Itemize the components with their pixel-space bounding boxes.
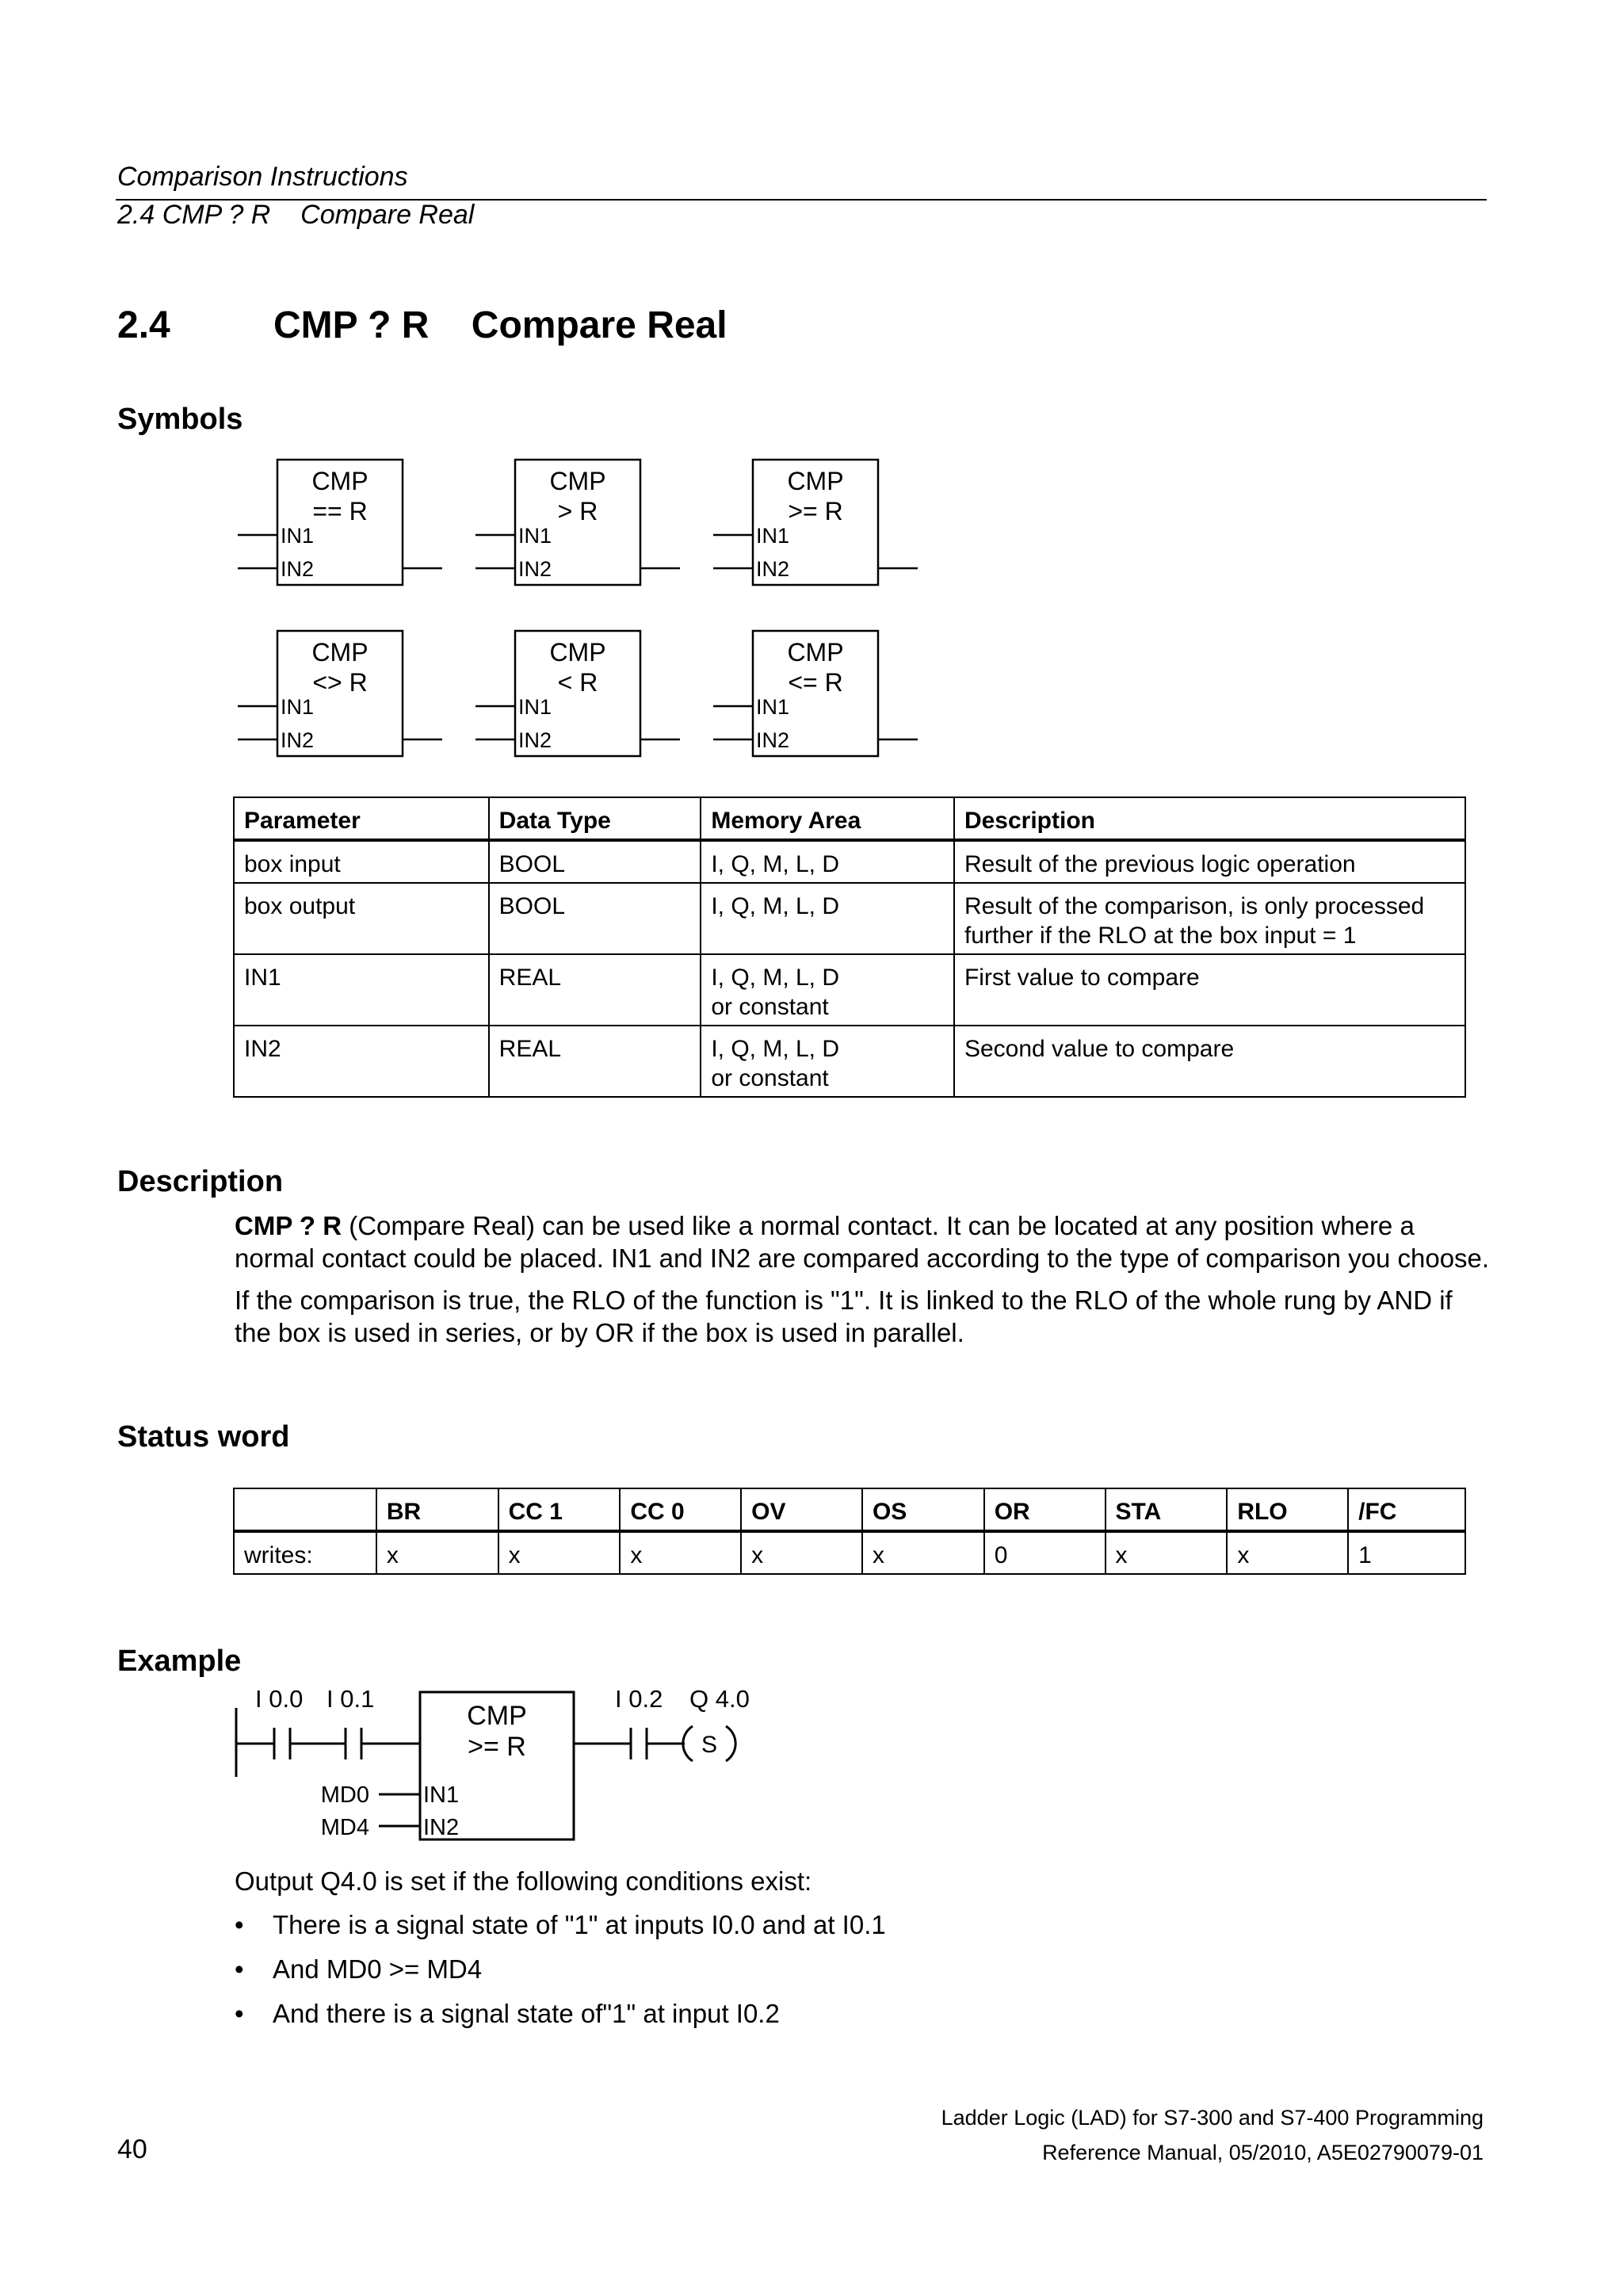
footer-line-1: Ladder Logic (LAD) for S7-300 and S7-400 Programming — [941, 2106, 1484, 2130]
box-lt-in2: IN2 — [518, 728, 552, 752]
cell: Result of the comparison, is only processed further if the RLO at the box input = 1 — [954, 883, 1465, 954]
box-gt-name: CMP — [549, 467, 606, 495]
box-le-name: CMP — [787, 638, 844, 667]
description-body — [235, 1209, 1495, 1349]
box-lt-name: CMP — [549, 638, 606, 667]
cell: x — [741, 1531, 862, 1574]
footer-publication — [941, 2100, 1484, 2170]
box-ge-name: CMP — [787, 467, 844, 495]
example-ladder-diagram — [222, 1680, 777, 1851]
bullet-icon: • — [235, 1954, 244, 1984]
cell: I, Q, M, L, D — [701, 840, 954, 883]
box-le-op: <= R — [788, 668, 843, 697]
contact-i02 — [631, 1728, 647, 1759]
running-header-chapter: Comparison Instructions — [117, 162, 408, 192]
status-col-os: OS — [862, 1488, 984, 1531]
cell: x — [498, 1531, 621, 1574]
page-number: 40 — [117, 2134, 147, 2164]
cell: x — [1106, 1531, 1228, 1574]
cell: writes: — [234, 1531, 376, 1574]
cell: box output — [234, 883, 489, 954]
status-col-blank — [234, 1488, 376, 1531]
box-eq-name: CMP — [311, 467, 369, 495]
status-col-rlo: RLO — [1227, 1488, 1348, 1531]
status-col-cc1: CC 1 — [498, 1488, 621, 1531]
box-eq-op: == R — [312, 497, 368, 525]
cell: x — [620, 1531, 741, 1574]
box-ne-in1: IN1 — [281, 695, 315, 719]
example-intro: Output Q4.0 is set if the following conditions exist: — [235, 1866, 812, 1896]
status-writes-row — [234, 1531, 1465, 1574]
cell: REAL — [489, 1026, 701, 1097]
set-coil-letter: S — [701, 1732, 718, 1758]
col-header-description: Description — [954, 797, 1465, 840]
box-ge-in1: IN1 — [756, 524, 790, 548]
box-eq-in1: IN1 — [281, 524, 315, 548]
box-gt-in1: IN1 — [518, 524, 552, 548]
example-in2-label: IN2 — [423, 1815, 460, 1840]
cell: IN2 — [234, 1026, 489, 1097]
col-header-parameter: Parameter — [234, 797, 489, 840]
cell: Second value to compare — [954, 1026, 1465, 1097]
list-item — [235, 1999, 780, 2029]
status-col-cc0: CC 0 — [620, 1488, 741, 1531]
cell: I, Q, M, L, D or constant — [701, 954, 954, 1026]
status-col-fc: /FC — [1348, 1488, 1465, 1531]
box-lt-op: < R — [557, 668, 598, 697]
list-item-text: There is a signal state of "1" at inputs I0.0 and at I0.1 — [273, 1910, 886, 1939]
cell: Result of the previous logic operation — [954, 840, 1465, 883]
footer-line-2: Reference Manual, 05/2010, A5E02790079-01 — [1042, 2141, 1484, 2164]
section-title: CMP ? R Compare Real — [273, 304, 727, 346]
example-in1-label: IN1 — [423, 1782, 460, 1808]
cell: x — [1227, 1531, 1348, 1574]
description-paragraph-2: If the comparison is true, the RLO of the function is "1". It is linked to the RLO of the whole rung by AND if the box is used in series, or by OR if the box is used in parallel. — [235, 1286, 1453, 1347]
box-ne-name: CMP — [311, 638, 369, 667]
box-gt-op: > R — [557, 497, 598, 525]
cell: box input — [234, 840, 489, 883]
list-item-text: And MD0 >= MD4 — [273, 1954, 483, 1984]
box-le-in2: IN2 — [756, 728, 790, 752]
status-col-br: BR — [376, 1488, 498, 1531]
status-col-ov: OV — [741, 1488, 862, 1531]
section-number: 2.4 — [117, 304, 170, 346]
cmp-r-bold: CMP ? R — [235, 1211, 342, 1240]
table-header-row — [234, 797, 1465, 840]
box-eq-in2: IN2 — [281, 557, 315, 581]
box-lt-in1: IN1 — [518, 695, 552, 719]
cell: 0 — [984, 1531, 1106, 1574]
cell: BOOL — [489, 883, 701, 954]
box-ge-op: >= R — [788, 497, 843, 525]
cell: x — [862, 1531, 984, 1574]
parameters-table — [233, 797, 1466, 1098]
description-p1-text: (Compare Real) can be used like a normal contact. It can be located at any position where a normal contact could be placed. IN1 and IN2 are compared according to the type of comparison you choose. — [235, 1211, 1490, 1273]
status-col-sta: STA — [1106, 1488, 1228, 1531]
status-word-heading: Status word — [117, 1420, 290, 1454]
box-ge-in2: IN2 — [756, 557, 790, 581]
list-item — [235, 1954, 482, 1985]
description-paragraph-1 — [235, 1209, 1495, 1274]
example-cmp-name: CMP — [467, 1701, 527, 1731]
status-col-or: OR — [984, 1488, 1106, 1531]
status-word-table — [233, 1488, 1466, 1575]
cell: IN1 — [234, 954, 489, 1026]
status-header-row — [234, 1488, 1465, 1531]
col-header-memory-area: Memory Area — [701, 797, 954, 840]
table-row — [234, 1026, 1465, 1097]
contact-i01 — [346, 1728, 361, 1759]
contact-i00 — [274, 1728, 290, 1759]
example-conditions-list — [235, 1910, 1186, 2029]
col-header-data-type: Data Type — [489, 797, 701, 840]
table-row — [234, 954, 1465, 1026]
symbols-diagram — [230, 452, 943, 769]
contact-i00-label: I 0.0 — [255, 1685, 304, 1713]
box-gt-in2: IN2 — [518, 557, 552, 581]
contact-i01-label: I 0.1 — [327, 1685, 375, 1713]
example-cmp-op: >= R — [468, 1732, 526, 1762]
list-item-text: And there is a signal state of"1" at input I0.2 — [273, 1999, 780, 2028]
contact-i02-label: I 0.2 — [615, 1685, 663, 1713]
coil-q40-label: Q 4.0 — [689, 1685, 750, 1713]
md0-label: MD0 — [320, 1782, 369, 1808]
table-row — [234, 883, 1465, 954]
example-heading: Example — [117, 1645, 242, 1678]
md4-label: MD4 — [320, 1815, 369, 1840]
cell: REAL — [489, 954, 701, 1026]
box-ne-in2: IN2 — [281, 728, 315, 752]
cell: I, Q, M, L, D or constant — [701, 1026, 954, 1097]
cell: BOOL — [489, 840, 701, 883]
bullet-icon: • — [235, 1910, 244, 1939]
table-row — [234, 840, 1465, 883]
list-item — [235, 1910, 886, 1940]
cell: I, Q, M, L, D — [701, 883, 954, 954]
cell: First value to compare — [954, 954, 1465, 1026]
running-header-section: 2.4 CMP ? R Compare Real — [117, 200, 475, 230]
cell: x — [376, 1531, 498, 1574]
description-heading: Description — [117, 1165, 284, 1198]
cell: 1 — [1348, 1531, 1465, 1574]
box-le-in1: IN1 — [756, 695, 790, 719]
box-ne-op: <> R — [312, 668, 368, 697]
symbols-heading: Symbols — [117, 403, 243, 436]
bullet-icon: • — [235, 1999, 244, 2028]
